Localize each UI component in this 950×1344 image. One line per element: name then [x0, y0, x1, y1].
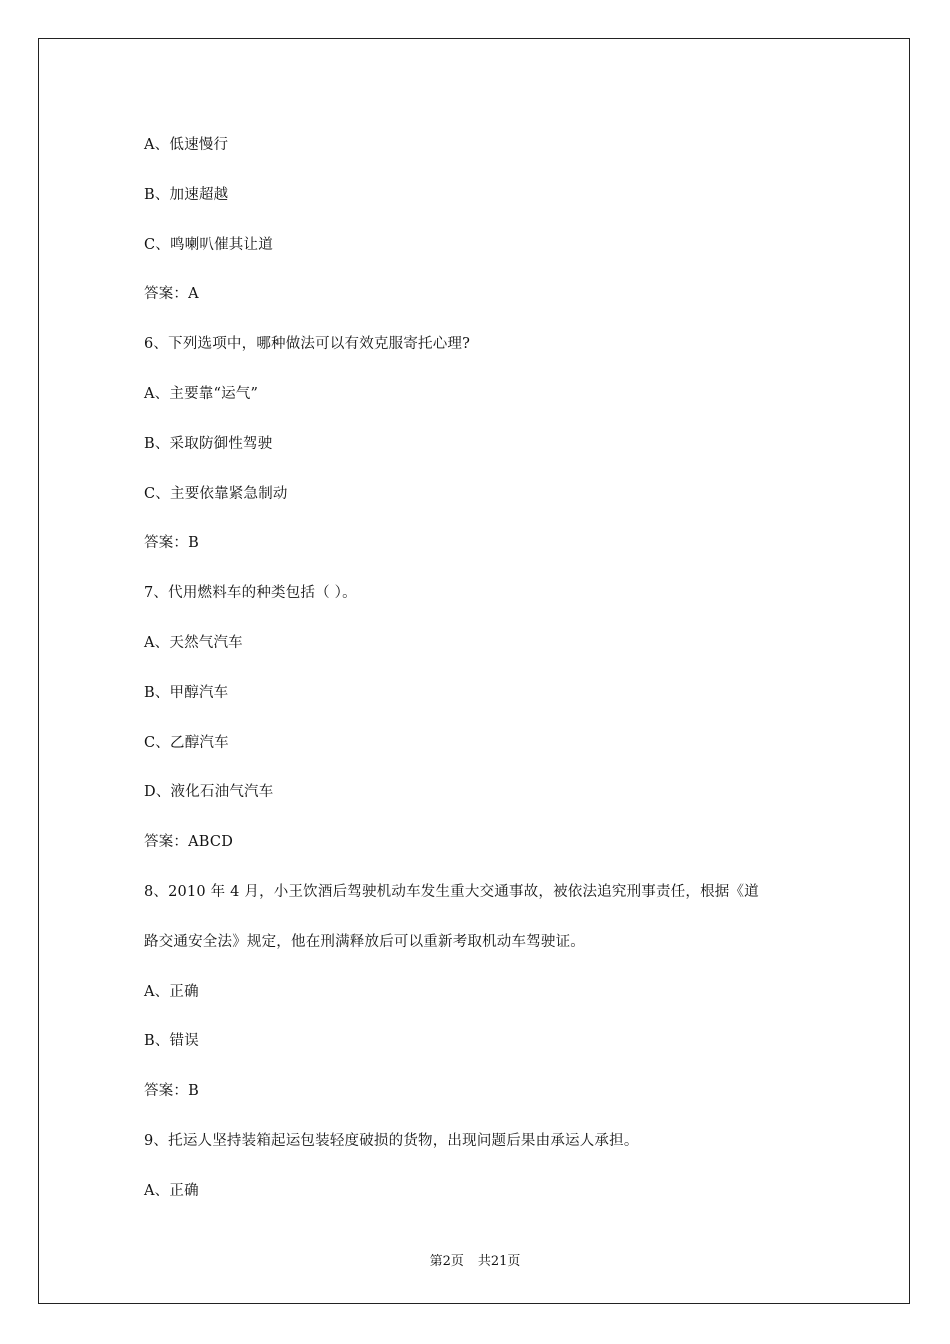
option-5c: C、鸣喇叭催其让道: [144, 236, 273, 253]
option-7b: B、甲醇汽车: [144, 684, 229, 701]
question-8-line-2: 路交通安全法》规定，他在刑满释放后可以重新考取机动车驾驶证。: [144, 933, 585, 950]
answer-7: 答案：ABCD: [144, 834, 234, 851]
option-7c: C、乙醇汽车: [144, 734, 229, 751]
answer-8: 答案：B: [144, 1083, 199, 1100]
option-6c: C、主要依靠紧急制动: [144, 485, 288, 502]
option-7d: D、液化石油气汽车: [144, 784, 274, 801]
option-8b: B、错误: [144, 1033, 199, 1050]
document-body: [144, 138, 824, 1234]
answer-6: 答案：B: [144, 535, 199, 552]
page-footer: [0, 1250, 950, 1269]
question-7: 7、代用燃料车的种类包括（ ）。: [144, 585, 357, 602]
option-8a: A、正确: [144, 983, 199, 1000]
option-5b: B、加速超越: [144, 186, 229, 203]
question-8-line-1: 8、2010 年 4 月，小王饮酒后驾驶机动车发生重大交通事故，被依法追究刑事责任，根据《道: [144, 883, 759, 900]
question-9: 9、托运人坚持装箱起运包装轻度破损的货物，出现问题后果由承运人承担。: [144, 1132, 639, 1149]
page-number: 第2页: [429, 1254, 464, 1269]
option-7a: A、天然气汽车: [144, 634, 243, 651]
answer-5: 答案：A: [144, 286, 199, 303]
page-total: 共21页: [477, 1254, 521, 1269]
option-6a: A、主要靠“运气”: [144, 385, 259, 402]
option-9a: A、正确: [144, 1182, 199, 1199]
option-6b: B、采取防御性驾驶: [144, 435, 273, 452]
question-6: 6、下列选项中，哪种做法可以有效克服寄托心理?: [144, 336, 471, 353]
option-5a: A、低速慢行: [144, 137, 229, 153]
